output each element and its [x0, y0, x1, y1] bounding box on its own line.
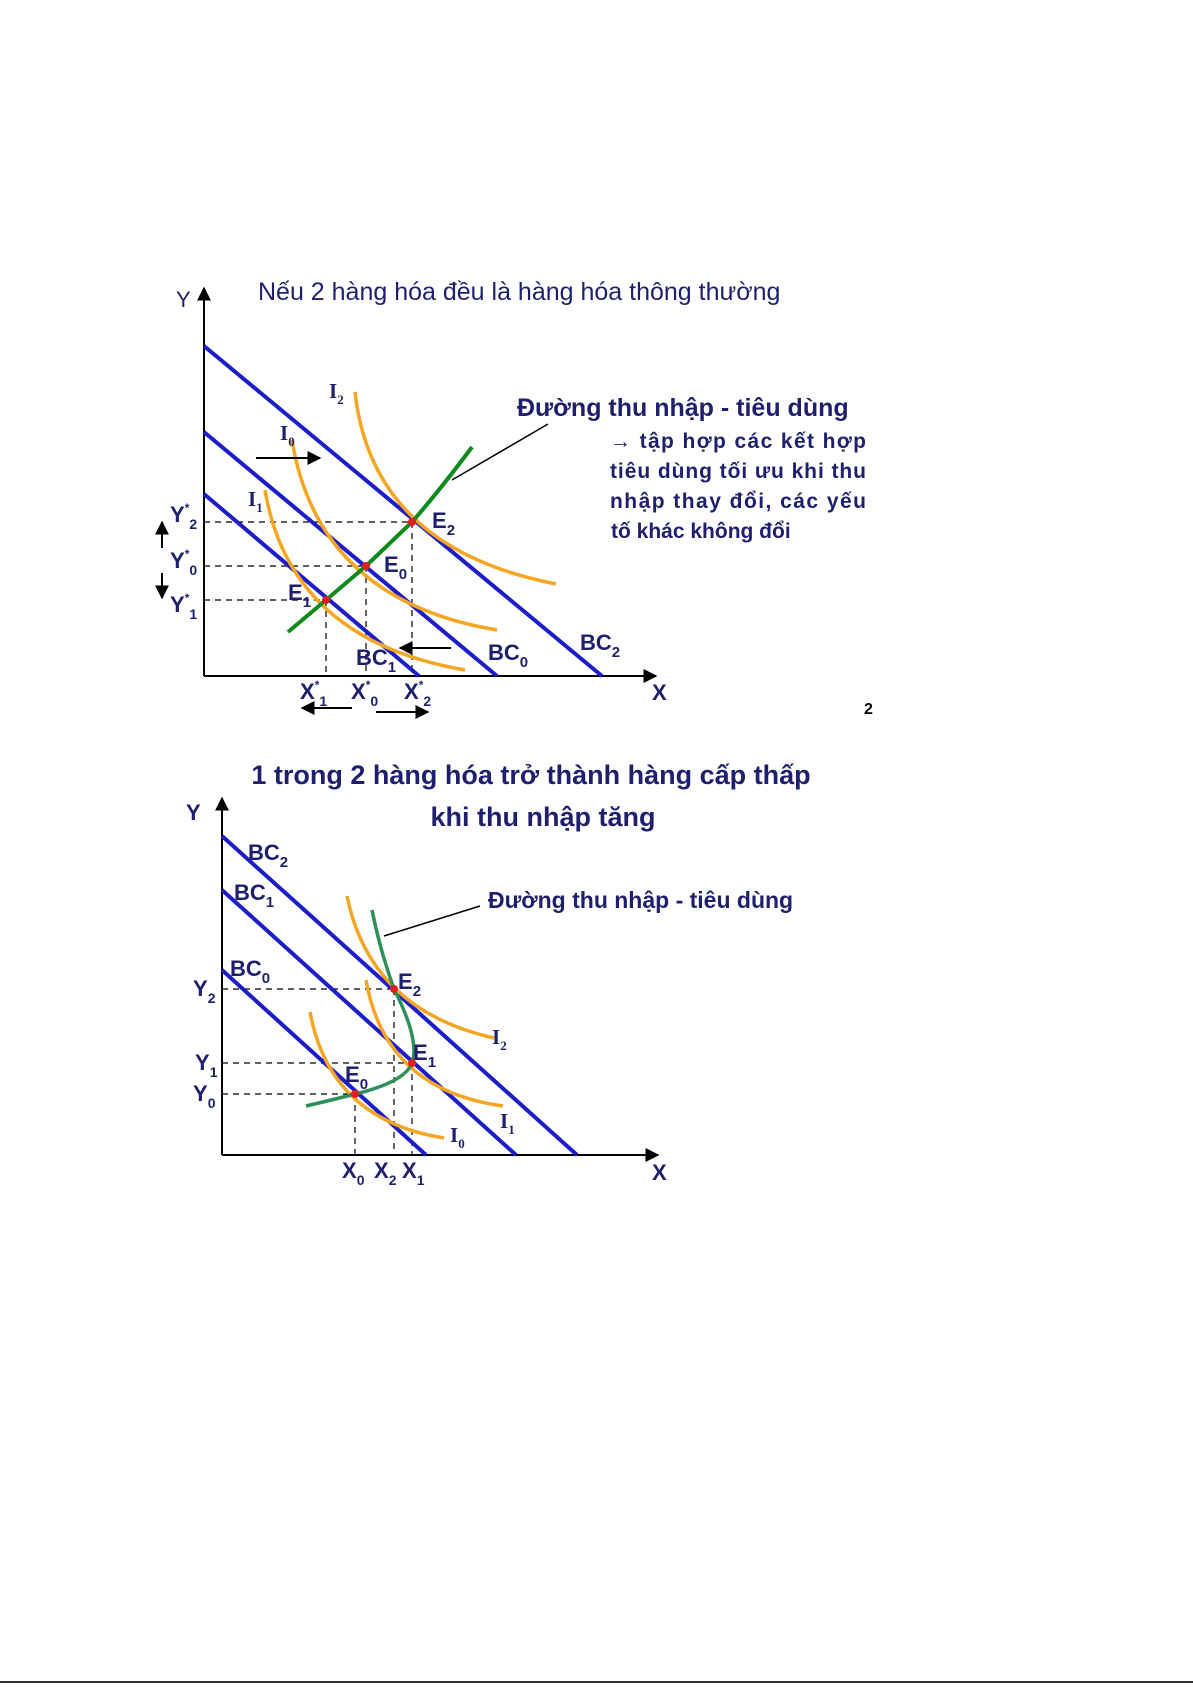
label-bc0: $BC_0$	[488, 640, 529, 671]
point-e2	[408, 518, 416, 526]
label-e0: $E_0$	[384, 552, 408, 583]
bottom-rule	[0, 1681, 1193, 1683]
diagram2-x-axis-label: X	[652, 1160, 667, 1185]
x-tick-x1: $X_1$	[402, 1158, 425, 1188]
point-e2	[390, 985, 398, 993]
y-tick-y0-star: $Y^*_0$	[170, 547, 198, 578]
page-number: 2	[864, 701, 873, 718]
label-e0: $E_0$	[345, 1062, 369, 1093]
y-tick-y0: $Y_0$	[193, 1081, 216, 1111]
diagram2-icc-title: Đường thu nhập - tiêu dùng	[488, 887, 794, 913]
label-e2: $E_2$	[432, 508, 456, 539]
label-i2: $I_2$	[329, 379, 344, 407]
label-bc1: $BC_1$	[234, 880, 275, 911]
diagram1-icc-title: Đường thu nhập - tiêu dùng	[517, 394, 849, 422]
y-tick-y1: $Y_1$	[195, 1050, 218, 1080]
x-tick-x2: $X_2$	[374, 1158, 397, 1188]
icc-desc-line-3: nhập thay đổi, các yếu	[610, 490, 866, 513]
diagram1-x-axis-label: X	[652, 680, 667, 705]
diagram2-budget-lines	[222, 836, 577, 1155]
label-e2: $E_2$	[398, 969, 422, 1000]
icc-desc-line-1: → tập hợp các kết hợp	[610, 430, 866, 453]
x-tick-x2-star: $X^*_2$	[404, 678, 432, 709]
y-tick-y2: $Y_2$	[193, 976, 216, 1006]
diagram1-title: Nếu 2 hàng hóa đều là hàng hóa thông thường	[258, 278, 781, 306]
label-i0: $I_0$	[280, 421, 295, 449]
label-i1: $I_1$	[500, 1109, 515, 1137]
x-tick-x0: $X_0$	[342, 1158, 365, 1188]
diagram-inferior-good	[186, 760, 811, 1188]
diagram1-y-axis-label: Y	[176, 287, 191, 312]
x-tick-x1-star: $X^*_1$	[300, 678, 328, 709]
diagram-normal-goods	[162, 278, 873, 718]
point-e0	[362, 562, 370, 570]
diagram2-title-line-1: 1 trong 2 hàng hóa trở thành hàng cấp thấp	[251, 760, 811, 790]
x-tick-x0-star: $X^*_0$	[351, 678, 379, 709]
indifference-curve-i1	[366, 980, 503, 1106]
point-e1	[322, 596, 330, 604]
budget-line-bc1	[222, 890, 516, 1155]
label-i0: $I_0$	[450, 1123, 465, 1151]
icc-desc-line-2: tiêu dùng tối ưu khi thu	[610, 460, 866, 483]
label-e1: $E_1$	[288, 580, 312, 611]
label-bc1: $BC_1$	[356, 645, 397, 676]
label-i2: $I_2$	[492, 1025, 507, 1053]
y-tick-y2-star: $Y^*_2$	[170, 501, 198, 532]
label-bc2: $BC_2$	[580, 630, 621, 661]
label-bc0: $BC_0$	[230, 956, 271, 987]
y-tick-y1-star: $Y^*_1$	[170, 591, 198, 622]
label-e1: $E_1$	[413, 1040, 437, 1071]
diagram2-title-line-2: khi thu nhập tăng	[430, 802, 656, 832]
budget-line-bc2	[222, 836, 577, 1155]
diagram2-icc-pointer	[384, 906, 480, 936]
diagram2-guides	[222, 989, 412, 1155]
label-bc2: $BC_2$	[248, 840, 289, 871]
point-e0	[351, 1090, 359, 1098]
icc-desc-line-4: tố khác không đổi	[611, 520, 791, 543]
label-i1: $I_1$	[248, 487, 263, 515]
diagram1-icc-description	[610, 430, 866, 543]
diagram2-y-axis-label: Y	[186, 800, 201, 825]
budget-line-bc0	[222, 970, 426, 1155]
